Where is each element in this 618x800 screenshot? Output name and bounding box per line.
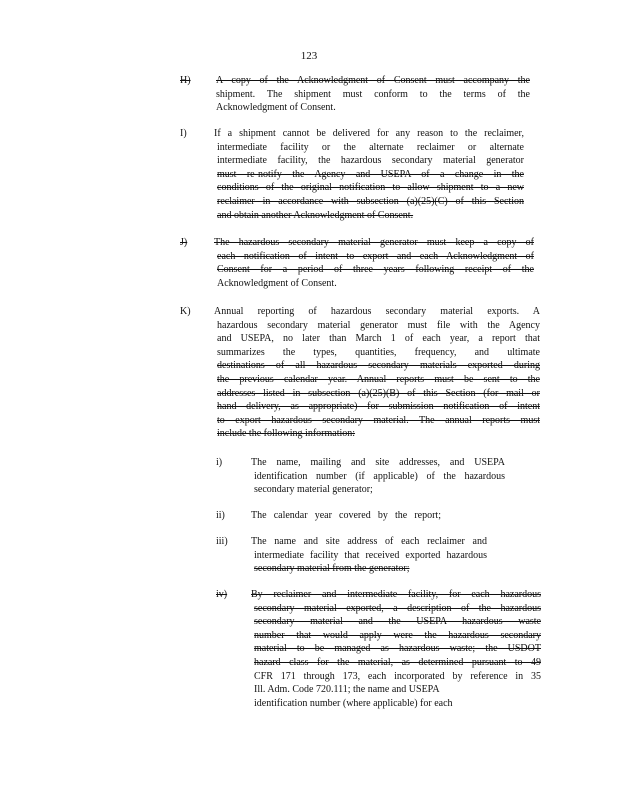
paragraph-line: The hazardous secondary material generator must keep a copy of bbox=[214, 237, 534, 248]
paragraph-line: CFR 171 through 173, each incorporated by reference in 35 bbox=[254, 670, 541, 682]
paragraph-marker: I) bbox=[180, 128, 187, 139]
paragraph-line: The calendar year covered by the report; bbox=[251, 510, 441, 521]
paragraph-line: Annual reporting of hazardous secondary material exports. A bbox=[214, 306, 540, 317]
paragraph-line: to export hazardous secondary material. The annual reports must bbox=[217, 414, 540, 426]
paragraph-marker: J) bbox=[180, 237, 188, 248]
paragraph-line: Acknowledgment of Consent. bbox=[217, 277, 337, 289]
paragraph-marker: H) bbox=[180, 75, 191, 86]
paragraph-line: Acknowledgment of Consent. bbox=[216, 102, 336, 114]
paragraph-line: intermediate facility that received exported hazardous bbox=[254, 549, 487, 561]
paragraph-line: include the following information: bbox=[217, 428, 356, 440]
paragraph-line: addresses listed in subsection (a)(25)(B) of this Section (for mail or bbox=[217, 387, 540, 399]
subparagraph-marker: iii) bbox=[216, 536, 228, 547]
paragraph-line: hazard class for the material, as determined pursuant to 49 bbox=[254, 656, 541, 668]
paragraph-line: hazardous secondary material generator must file with the Agency bbox=[217, 319, 540, 331]
paragraph-line: By reclaimer and intermediate facility, for each hazardous bbox=[251, 589, 541, 600]
paragraph-line: secondary material exported, a description of the hazardous bbox=[254, 602, 541, 614]
paragraph-line: intermediate facility or the alternate reclaimer or alternate bbox=[217, 141, 524, 153]
paragraph-line: destinations of all hazardous secondary materials exported during bbox=[217, 360, 540, 372]
subparagraph-marker: i) bbox=[216, 457, 223, 468]
paragraph-line: Consent for a period of three years following receipt of the bbox=[217, 264, 534, 276]
paragraph-marker: K) bbox=[180, 306, 191, 317]
paragraph-line: A copy of the Acknowledgment of Consent must accompany the bbox=[216, 75, 530, 86]
paragraph-line: and USEPA, no later than March 1 of each year, a report that bbox=[217, 333, 540, 345]
paragraph-line: Ill. Adm. Code 720.111; the name and USEPA bbox=[254, 684, 440, 696]
paragraph-line: The name and site address of each reclaimer and bbox=[251, 536, 487, 547]
subparagraph-marker: ii) bbox=[216, 510, 225, 521]
paragraph-line: each notification of intent to export and each Acknowledgment of bbox=[217, 250, 534, 262]
paragraph-line: intermediate facility, the hazardous secondary material generator bbox=[217, 155, 524, 167]
paragraph-line: secondary material from the generator; bbox=[254, 563, 410, 575]
paragraph-line: secondary material generator; bbox=[254, 484, 373, 496]
paragraph-line: identification number (if applicable) of the hazardous bbox=[254, 470, 505, 482]
paragraph-line: shipment. The shipment must conform to the terms of the bbox=[216, 88, 530, 100]
subparagraph-marker: iv) bbox=[216, 589, 228, 600]
paragraph-line: hand delivery, as appropriate) for submission notification of intent bbox=[217, 401, 540, 413]
paragraph-line: If a shipment cannot be delivered for any reason to the reclaimer, bbox=[214, 128, 524, 139]
paragraph-line: secondary material and the USEPA hazardous waste bbox=[254, 616, 541, 628]
page-number: 123 bbox=[300, 50, 318, 62]
paragraph-line: The name, mailing and site addresses, and USEPA bbox=[251, 457, 505, 468]
paragraph-line: identification number (where applicable) for each bbox=[254, 697, 453, 709]
paragraph-line: material to be managed as hazardous waste; the USDOT bbox=[254, 643, 541, 655]
paragraph-line: the previous calendar year. Annual reports must be sent to the bbox=[217, 373, 540, 385]
paragraph-line: conditions of the original notification to allow shipment to a new bbox=[217, 182, 524, 194]
paragraph-line: must re-notify the Agency and USEPA of a change in the bbox=[217, 168, 524, 180]
paragraph-line: number that would apply were the hazardous secondary bbox=[254, 629, 541, 641]
paragraph-line: summarizes the types, quantities, frequency, and ultimate bbox=[217, 346, 540, 358]
paragraph-line: and obtain another Acknowledgment of Consent. bbox=[217, 209, 414, 221]
paragraph-line: reclaimer in accordance with subsection (a)(25)(C) of this Section bbox=[217, 195, 524, 207]
